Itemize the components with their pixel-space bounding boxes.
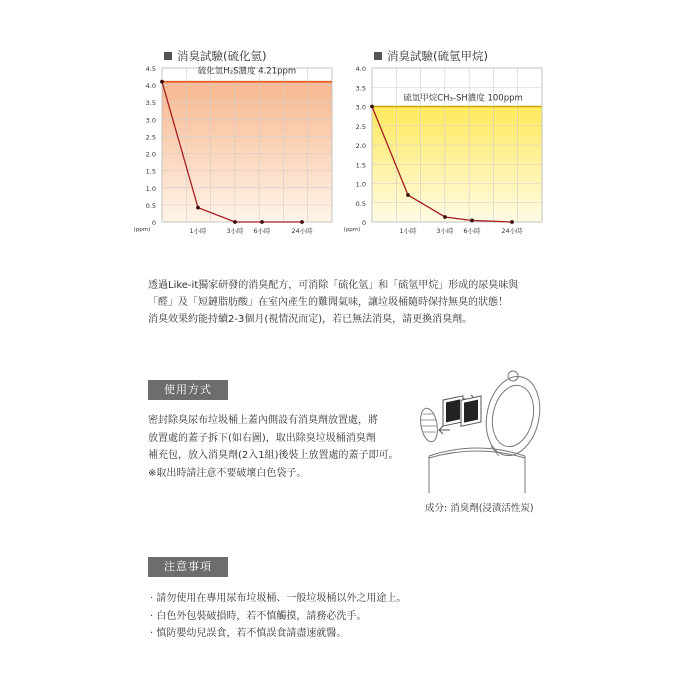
chart-title-text: 消臭試驗(硫氫甲烷): [387, 49, 488, 63]
y-tick-label: 0.5: [145, 201, 156, 210]
x-tick-label: 1小時: [399, 227, 417, 235]
y-tick-label: 2.5: [145, 133, 156, 142]
chart-title-text: 消臭試驗(硫化氫): [177, 49, 267, 63]
y-tick-label: 1.0: [145, 184, 156, 193]
y-tick-label: 0: [361, 219, 366, 227]
title-square-icon: [164, 52, 172, 60]
usage-instructions: [148, 412, 399, 482]
data-point: [233, 220, 237, 224]
y-tick-label: 1.5: [355, 161, 366, 170]
reference-label: 硫氫甲烷CH₃-SH濃度 100ppm: [403, 93, 523, 104]
y-tick-label: 4.0: [145, 82, 156, 91]
data-point: [300, 220, 304, 224]
y-tick-label: 2.0: [145, 150, 156, 159]
x-tick-label: 24小時: [501, 227, 523, 235]
y-tick-label: 1.0: [355, 180, 366, 189]
reference-band: [162, 82, 332, 222]
x-tick-label: 3小時: [226, 227, 244, 235]
notes-section-label: 注意事項: [148, 557, 228, 577]
data-point: [470, 219, 474, 223]
description: [148, 277, 578, 328]
y-tick-label: 2.0: [355, 142, 366, 150]
data-point: [406, 193, 410, 197]
x-tick-label: 1小時: [189, 227, 207, 235]
data-point: [510, 220, 514, 224]
description-line: 消臭效果約能持續2-3個月(視情況而定)，若已無法消臭，請更換消臭劑。: [148, 314, 473, 325]
description-line: 透過Like-it獨家研發的消臭配方，可消除「硫化氫」和「硫氫甲烷」形成的尿臭味與: [148, 280, 519, 291]
y-tick-label: 1.5: [145, 167, 156, 176]
x-tick-label: 24小時: [291, 227, 313, 235]
y-tick-label: 3.5: [145, 99, 156, 108]
y-tick-label: 3.0: [145, 116, 156, 125]
y-tick-label: 4.0: [355, 65, 366, 73]
data-point: [196, 206, 200, 210]
x-tick-label: 6小時: [253, 227, 271, 235]
y-tick-label: 0.5: [355, 199, 366, 208]
usage-section-label: 使用方式: [148, 380, 228, 400]
notes-item: · 請勿使用在專用尿布垃圾桶、一般垃圾桶以外之用途上。: [150, 593, 407, 604]
description-line: 「醛」及「短鏈脂肪酸」在室內產生的難聞氣味，讓垃圾桶隨時保持無臭的狀態！: [148, 297, 508, 308]
deodorant-bin-illustration: [415, 368, 550, 493]
notes-item: · 白色外包裝破損時，若不慎觸摸，請務必洗手。: [150, 610, 367, 622]
x-tick-label: 3小時: [436, 227, 454, 235]
x-tick-label: 6小時: [463, 227, 481, 235]
ingredient-note: 成分: 消臭劑(浸漬活性炭): [425, 503, 534, 514]
data-point: [160, 80, 164, 84]
usage-line: ※取出時請注意不要破壞白色袋子。: [148, 467, 307, 479]
usage-line: 密封除臭尿布垃圾桶上蓋內側設有消臭劑放置處，將: [148, 415, 378, 426]
data-point: [443, 215, 447, 219]
y-tick-label: 0: [151, 219, 156, 227]
y-tick-label: 3.5: [355, 84, 366, 93]
notes-list: [150, 590, 406, 643]
reference-label: 硫化氫H₂S濃度 4.21ppm: [197, 66, 297, 77]
y-tick-label: 3.0: [355, 103, 366, 112]
y-tick-label: 2.5: [355, 122, 366, 131]
data-point: [260, 220, 264, 224]
title-square-icon: [374, 52, 382, 60]
usage-line: 放置處的蓋子拆下(如右圖)，取出除臭垃圾桶消臭劑: [148, 432, 376, 444]
chart-h2s: [130, 62, 355, 242]
usage-line: 補充包，放入消臭劑(2入1組)後裝上放置處的蓋子即可。: [148, 450, 399, 461]
y-tick-label: 4.5: [145, 65, 156, 73]
data-point: [370, 105, 374, 109]
y-unit-label: (ppm): [343, 227, 361, 233]
y-unit-label: (ppm): [133, 227, 151, 233]
chart-ch3sh: [340, 62, 565, 242]
notes-item: · 慎防嬰幼兒誤食，若不慎誤食請盡速就醫。: [150, 628, 347, 639]
